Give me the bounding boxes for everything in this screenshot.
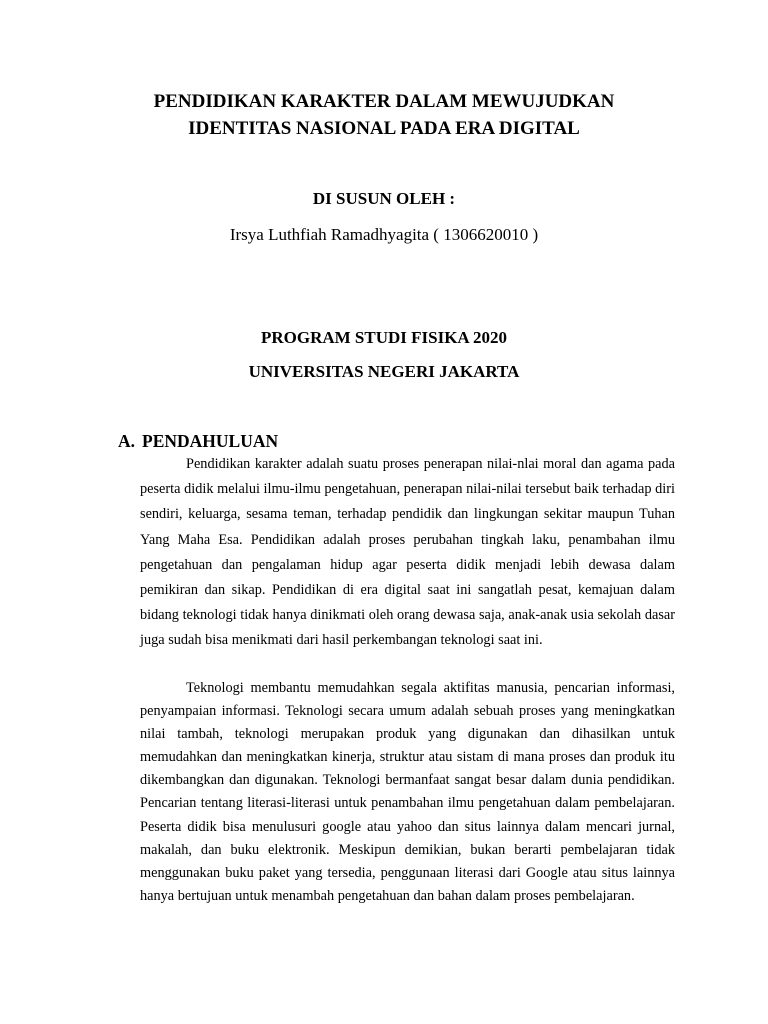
- university-name: UNIVERSITAS NEGERI JAKARTA: [248, 362, 520, 381]
- section-number: A.: [118, 431, 136, 451]
- study-program: PROGRAM STUDI FISIKA 2020: [260, 328, 508, 347]
- paragraph-1: Pendidikan karakter adalah suatu proses penerapan nilai-nlai moral dan agama pada peserta didik melalui ilmu-ilmu pengetahuan, penerapan nilai-nilai tersebut baik terhadap diri sendiri, keluarga, sesama teman, terhadap pendidik dan lingkungan sekitar maupun Tuhan Yang Maha Esa. Pendidikan adalah proses perubahan tingkah laku, penambahan ilmu pengetahuan dan pengalaman hidup agar peserta didik menjadi lebih dewasa dalam pemikiran dan sikap. Pendidikan di era digital saat ini sangatlah pesat, kemajuan dalam bidang teknologi tidak hanya dinikmati oleh orang dewasa saja, anak-anak usia sekolah dasar juga sudah bisa menikmati dari hasil perkembangan teknologi saat ini.: [140, 456, 675, 649]
- author-name: Irsya Luthfiah Ramadhyagita ( 1306620010 ): [229, 225, 539, 244]
- section-heading: [118, 431, 278, 452]
- paragraph-2: Teknologi membantu memudahkan segala aktifitas manusia, pencarian informasi, penyampaian informasi. Teknologi secara umum adalah sebuah proses yang meningkatkan nilai tambah, teknologi merupakan produk yang digunakan dan dihasilkan untuk memudahkan dan meningkatkan kinerja, struktur atau sistam di mana proses dan produk itu dikembangkan dan digunakan. Teknologi bermanfaat sangat besar dalam dunia pendidikan. Pencarian tentang literasi-literasi untuk penambahan ilmu pengetahuan dalam pembelajaran. Peserta didik bisa menulusuri google atau yahoo dan situs lainnya dalam mencari jurnal, makalah, dan buku elektronik. Meskipun demikian, bukan berarti pembelajaran tidak menggunakan buku paket yang tersedia, penggunaan literasi dari Google atau situs lainnya hanya bertujuan untuk menambah pengetahuan dan bahan dalam proses pembelajaran.: [140, 680, 675, 904]
- section-title: PENDAHULUAN: [142, 431, 279, 451]
- document-title: PENDIDIKAN KARAKTER DALAM MEWUJUDKAN IDENTITAS NASIONAL PADA ERA DIGITAL: [153, 91, 615, 139]
- author-label: DI SUSUN OLEH :: [312, 189, 456, 208]
